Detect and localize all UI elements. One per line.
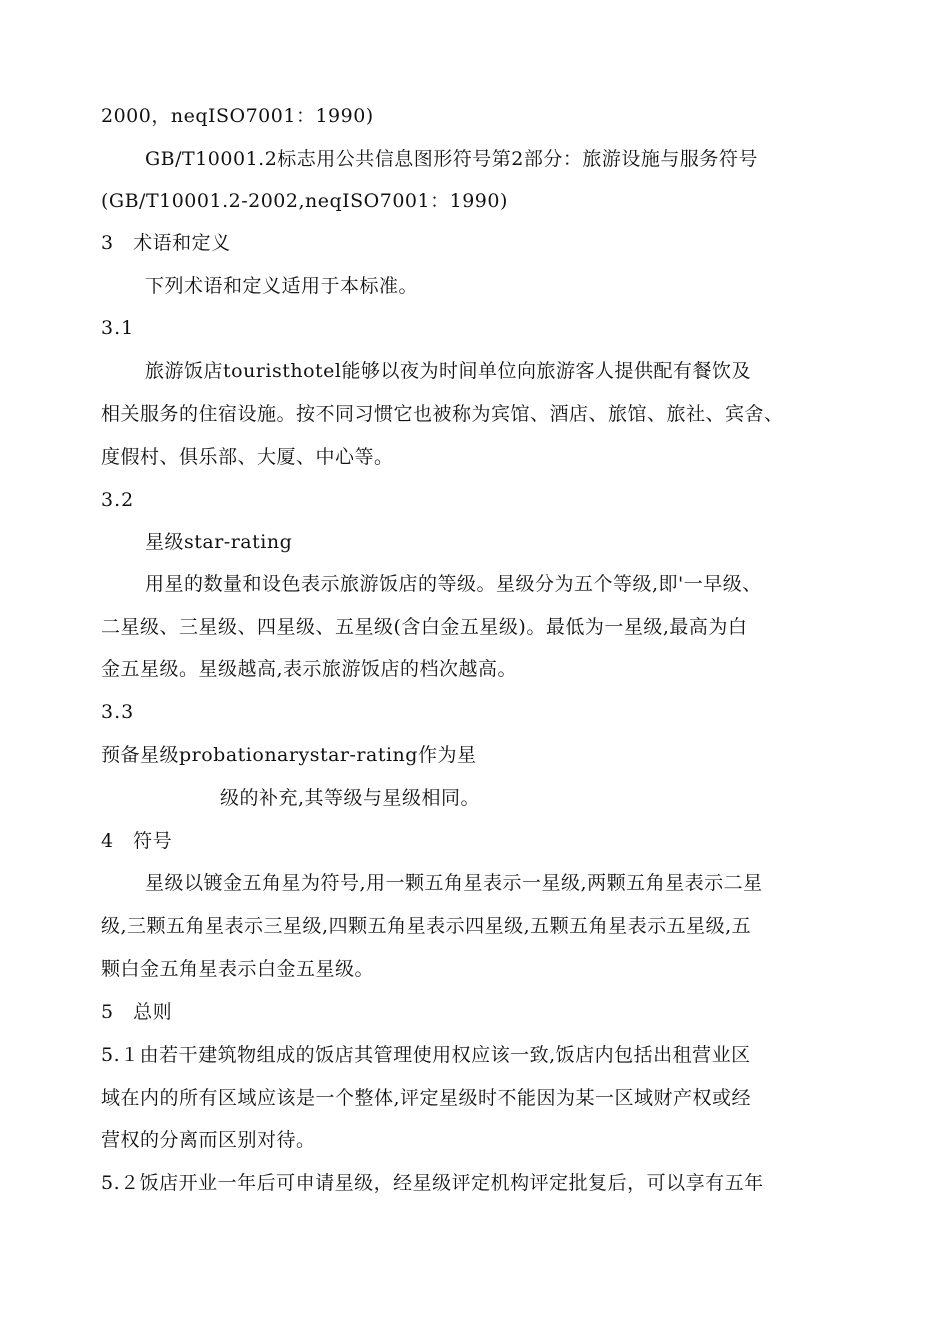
paragraph: 下列术语和定义适用于本标准。 (145, 275, 419, 297)
paragraph-line: 度假村、俱乐部、大厦、中心等。 (101, 446, 394, 468)
paragraph-line: 相关服务的住宿设施。按不同习惯它也被称为宾馆、酒店、旅馆、旅社、宾舍、 (101, 403, 784, 425)
paragraph-line: 星级以镀金五角星为符号,用一颗五角星表示一星级,两颗五角星表示二星 (145, 872, 763, 894)
paragraph-line: 域在内的所有区域应该是一个整体,评定星级时不能因为某一区域财产权或经 (101, 1087, 752, 1109)
clause-number-3-1: 3.1 (101, 317, 135, 339)
term-title: 星级star-rating (145, 531, 293, 553)
paragraph-line: 颗白金五角星表示白金五星级。 (101, 958, 375, 980)
paragraph-line: 5.２饭店开业一年后可申请星级，经星级评定机构评定批复后，可以享有五年 (101, 1172, 764, 1194)
paragraph-line: 旅游饭店touristhotel能够以夜为时间单位向旅游客人提供配有餐饮及 (145, 360, 751, 382)
reference-continuation: 2000，neqISO7001：1990) (101, 105, 374, 127)
clause-number-3-2: 3.2 (101, 489, 135, 511)
reference-gb-t10001-2: GB/T10001.2标志用公共信息图形符号第2部分：旅游设施与服务符号 (145, 148, 758, 170)
section-heading-4: 4 符号 (101, 830, 173, 852)
reference-gb-t10001-2-code: (GB/T10001.2-2002,neqISO7001：1990) (101, 190, 508, 212)
paragraph-line: 级的补充,其等级与星级相同。 (220, 787, 481, 809)
paragraph-line: 用星的数量和设色表示旅游饭店的等级。星级分为五个等级,即'一早级、 (145, 573, 762, 595)
paragraph-line: 营权的分离而区别对待。 (101, 1129, 316, 1151)
paragraph-line: 金五星级。星级越高,表示旅游饭店的档次越高。 (101, 658, 518, 680)
term-title: 预备星级probationarystar-rating作为星 (101, 744, 477, 766)
section-heading-3: 3 术语和定义 (101, 232, 231, 254)
paragraph-line: 二星级、三星级、四星级、五星级(含白金五星级)。最低为一星级,最高为白 (101, 616, 748, 638)
section-heading-5: 5 总则 (101, 1001, 173, 1023)
clause-number-3-3: 3.3 (101, 701, 135, 723)
paragraph-line: 级,三颗五角星表示三星级,四颗五角星表示四星级,五颗五角星表示五星级,五 (101, 915, 752, 937)
paragraph-line: 5.１由若干建筑物组成的饭店其管理使用权应该一致,饭店内包括出租营业区 (101, 1044, 751, 1066)
